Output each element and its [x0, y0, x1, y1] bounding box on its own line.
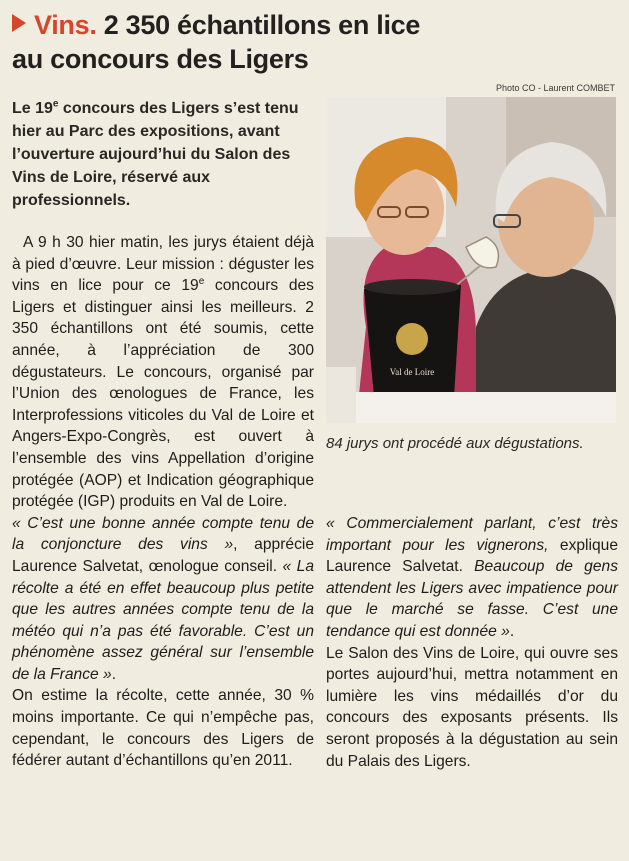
headline-kicker: Vins. [34, 10, 97, 40]
body-paragraph-2 [12, 513, 314, 686]
body-paragraph-5: Le Salon des Vins de Loire, qui ouvre ses portes aujourd’hui, mettra notamment en lumière les vins médaillés d’or du concours des exposants présents. Ils seront proposés à la dégustation au sein du Palais des Ligers. [326, 644, 618, 770]
lead-superscript: e [52, 98, 59, 110]
body-paragraph-3: On estime la récolte, cette année, 30 % moins importante. Ce qui n’empêche pas, cependant, le concours des Ligers de fédérer autant d’échantillons qu’en 2011. [12, 687, 314, 770]
lead-text-b: concours des Ligers s’est tenu hier au Parc des expositions, avant l’ouverture aujourd’hui du Salon des Vins de Loire, réservé aux professionnels. [12, 100, 299, 209]
body-paragraph-4 [326, 513, 618, 643]
p1-text-b: concours des Ligers et distinguer ainsi les meilleurs. 2 350 échantillons ont été soumis, cette année, à l’appréciation de 300 dégustateurs. Le concours, organisé par l’Union des œnologues de France, les Interprofessions viticoles du Val de Loire et Angers-Expo-Congrès, est ouvert à l’ensemble des vins Appellation d’origine protégée (AOP) et Indication géographique protégée (IGP) produits en Val de Loire. [12, 277, 314, 511]
p4-text-2: . [509, 622, 515, 640]
body-column-2 [326, 513, 618, 772]
headline-text: 2 350 échantillons en lice [96, 10, 421, 40]
article-photo [326, 97, 616, 423]
p1-text-a: A 9 h 30 hier matin, les jurys étaient déjà à pied d’œuvre. Leur mission : déguster les vins en lice pour ce 19 [12, 234, 314, 295]
lead-text-a: Le 19 [12, 100, 53, 117]
red-triangle-icon [12, 14, 26, 32]
body-column-1 [12, 232, 314, 772]
bottle-label: Val de Loire [389, 367, 435, 377]
p4-text-1: explique Laurence Salvetat. [326, 536, 618, 576]
p4-quote-2: Beaucoup de gens attendent les Ligers avec impatience pour que le marché se fasse. C’est une tendance qui est donnée » [326, 558, 618, 640]
photo-credit: Photo CO - Laurent COMBET [495, 83, 615, 93]
headline-line-2: au concours des Ligers [12, 44, 309, 74]
headline [12, 8, 618, 76]
tasting-scene-illustration [326, 97, 616, 423]
p1-superscript: e [198, 276, 205, 287]
p2-quote-2: « La récolte a été en effet beaucoup plus petite que les autres années compte tenu de la météo qui n’a pas été favorable. C’est un phénomène assez général sur l’ensemble de la France » [12, 557, 314, 683]
photo-caption: 84 jurys ont procédé aux dégustations. [326, 435, 584, 452]
p2-text-1: , apprécie Laurence Salvetat, œnologue conseil. [12, 536, 314, 575]
p4-quote-1: « Commercialement parlant, c’est très important pour les vignerons, [326, 515, 618, 554]
body-paragraph-1 [12, 232, 314, 513]
p2-text-2: . [111, 665, 117, 683]
p2-quote-1: « C’est une bonne année compte tenu de la conjoncture des vins » [12, 514, 314, 554]
lead-paragraph [12, 97, 314, 212]
